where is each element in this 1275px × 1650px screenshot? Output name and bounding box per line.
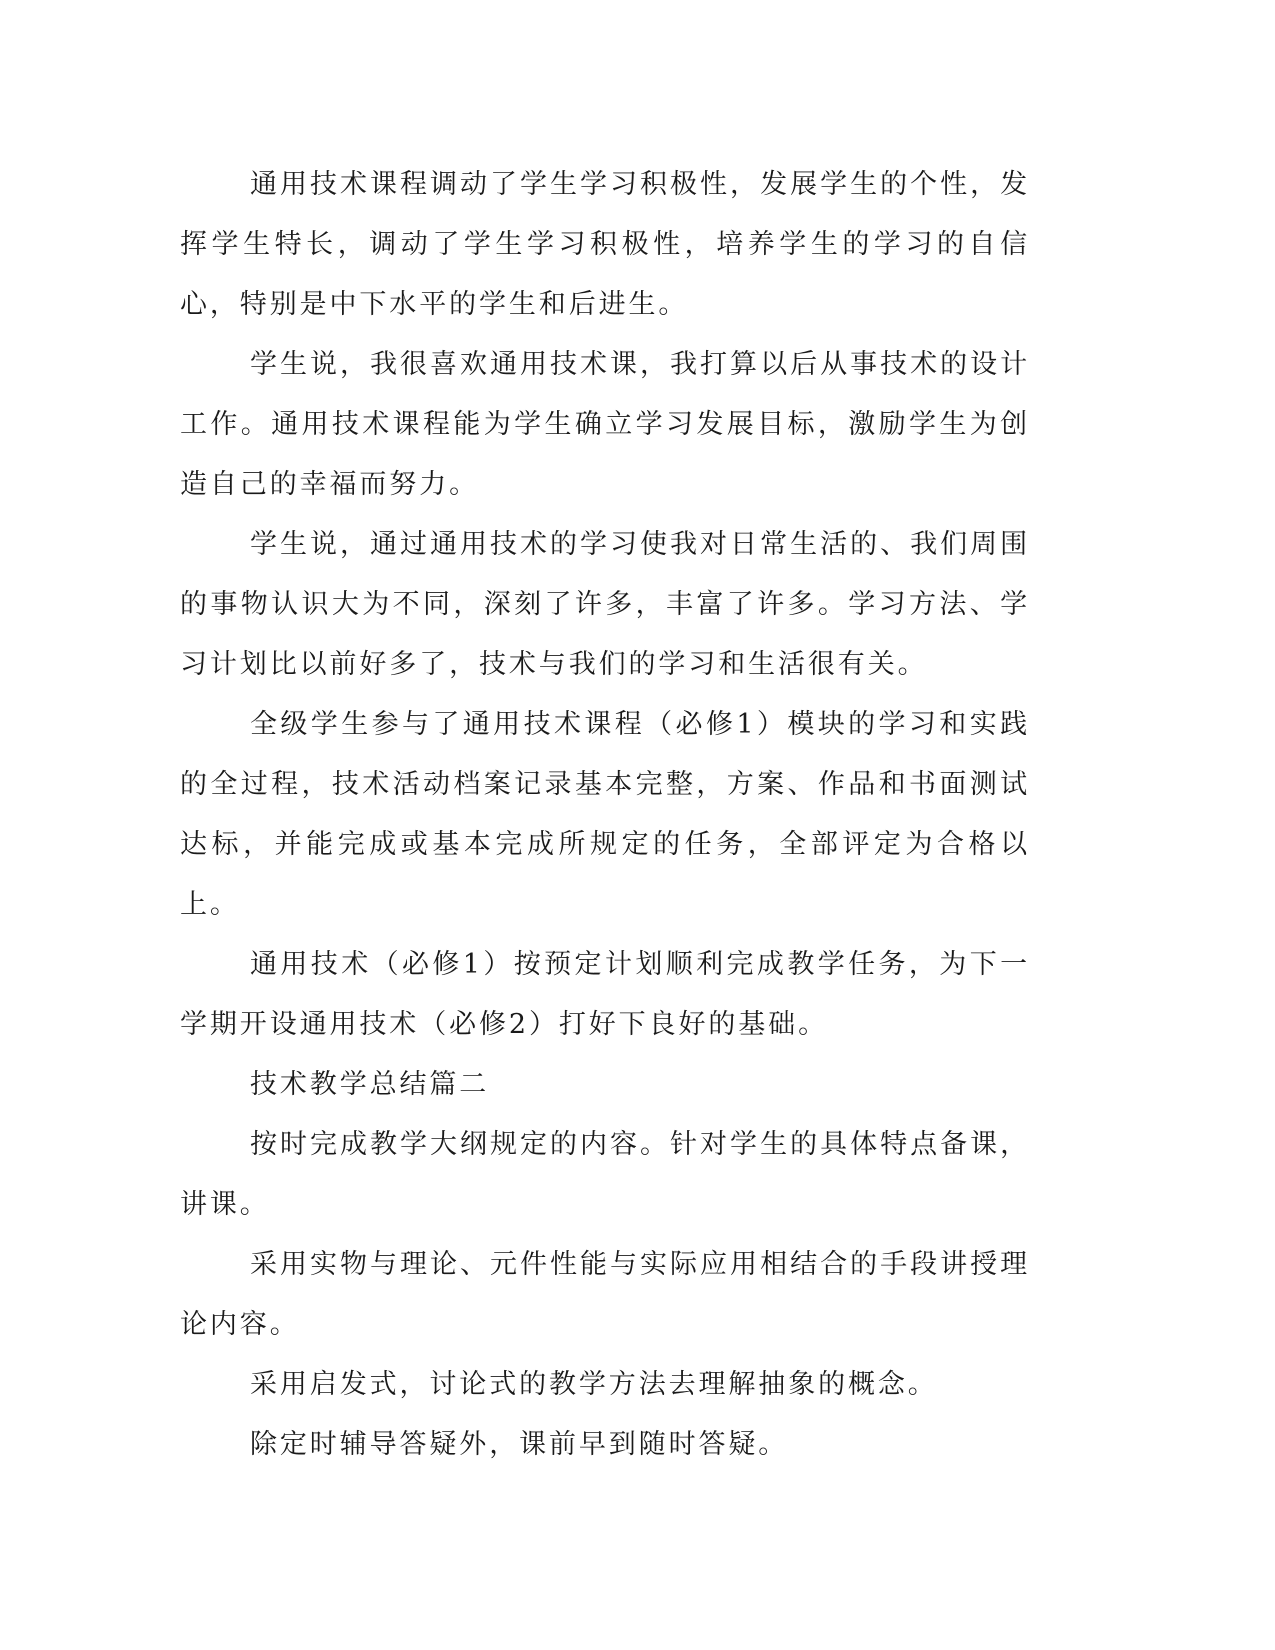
paragraph-9: 除定时辅导答疑外，课前早到随时答疑。 [250,1429,789,1460]
paragraph-8: 采用启发式，讨论式的教学方法去理解抽象的概念。 [250,1369,938,1400]
paragraph-4: 全级学生参与了通用技术课程（必修1）模块的学习和实践的全过程，技术活动档案记录基本完整，方案、作品和书面测试达标，并能完成或基本完成所规定的任务，全部评定为合格以上。 [180,709,1030,920]
document-page [180,155,1030,1475]
section-heading: 技术教学总结篇二 [250,1069,490,1100]
paragraph-1: 通用技术课程调动了学生学习积极性，发展学生的个性，发挥学生特长，调动了学生学习积极性，培养学生的学习的自信心，特别是中下水平的学生和后进生。 [180,169,1030,320]
paragraph-2: 学生说，我很喜欢通用技术课，我打算以后从事技术的设计工作。通用技术课程能为学生确立学习发展目标，激励学生为创造自己的幸福而努力。 [180,349,1030,500]
paragraph-5: 通用技术（必修1）按预定计划顺利完成教学任务，为下一学期开设通用技术（必修2）打好下良好的基础。 [180,949,1030,1040]
paragraph-3: 学生说，通过通用技术的学习使我对日常生活的、我们周围的事物认识大为不同，深刻了许多，丰富了许多。学习方法、学习计划比以前好多了，技术与我们的学习和生活很有关。 [180,529,1030,680]
paragraph-6: 按时完成教学大纲规定的内容。针对学生的具体特点备课，讲课。 [180,1129,1030,1220]
paragraph-7: 采用实物与理论、元件性能与实际应用相结合的手段讲授理论内容。 [180,1249,1030,1340]
